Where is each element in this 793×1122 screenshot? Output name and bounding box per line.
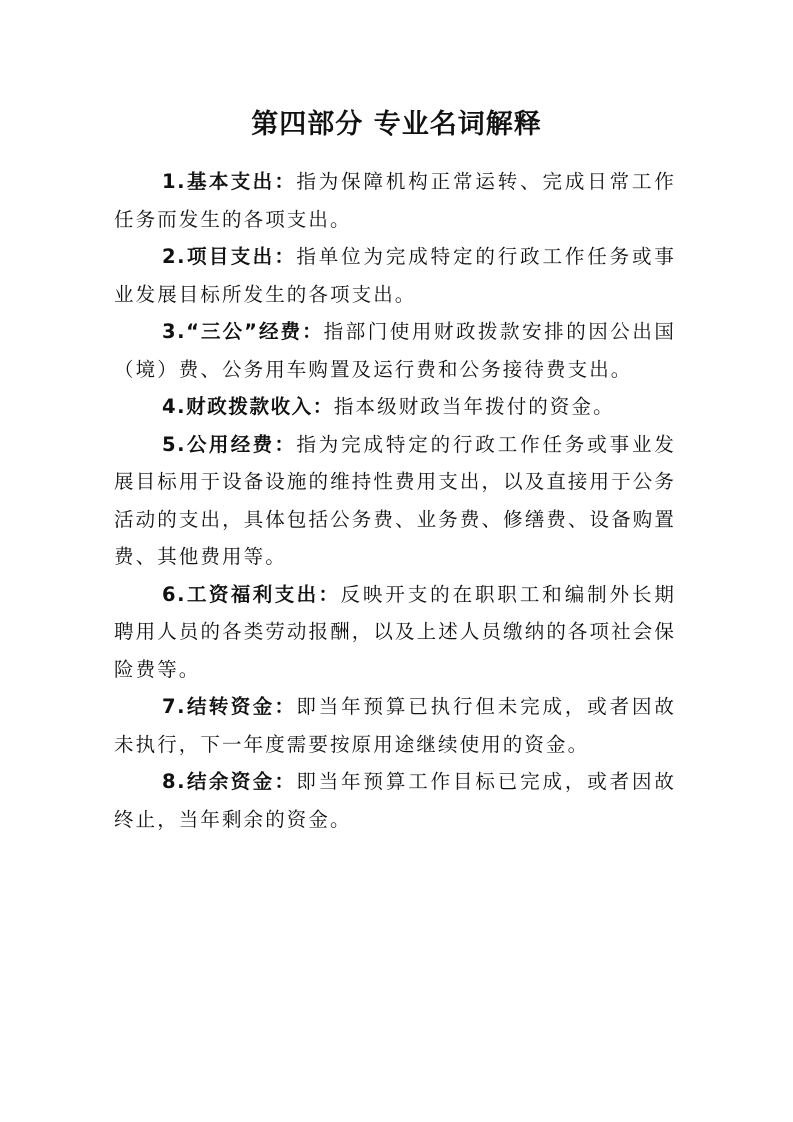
glossary-term: 6.工资福利支出： [162, 582, 341, 606]
glossary-item-carryover-funds [114, 688, 676, 763]
glossary-item-public-funds [114, 426, 676, 576]
glossary-item-basic-expenditure [114, 163, 676, 238]
glossary-definition: 即当年预算已执行但未完成，或者因故未执行，下一年度需要按原用途继续使用的资金。 [114, 695, 676, 756]
glossary-list [114, 163, 676, 838]
glossary-item-surplus-funds [114, 763, 676, 838]
page-title: 第四部分 专业名词解释 [251, 109, 542, 140]
glossary-definition: 反映开支的在职职工和编制外长期聘用人员的各类劳动报酬，以及上述人员缴纳的各项社会保险费等。 [114, 582, 676, 681]
glossary-term: 4.财政拨款收入： [162, 395, 334, 418]
glossary-definition: 指本级财政当年拨付的资金。 [333, 395, 615, 418]
glossary-term: 1.基本支出： [162, 170, 297, 193]
glossary-definition: 指为完成特定的行政工作任务或事业发展目标用于设备设施的维持性费用支出，以及直接用于公务活动的支出，具体包括公务费、业务费、修缮费、设备购置费、其他费用等。 [114, 432, 676, 568]
glossary-definition: 即当年预算工作目标已完成，或者因故终止，当年剩余的资金。 [114, 770, 676, 831]
glossary-term: 7.结转资金： [162, 695, 297, 718]
glossary-definition: 指单位为完成特定的行政工作任务或事业发展目标所发生的各项支出。 [114, 245, 676, 306]
glossary-term: 5.公用经费： [162, 432, 297, 456]
glossary-definition: 指部门使用财政拨款安排的因公出国（境）费、公务用车购置及运行费和公务接待费支出。 [114, 320, 676, 381]
glossary-item-project-expenditure [114, 238, 676, 313]
glossary-item-three-public-funds [114, 313, 676, 388]
glossary-item-fiscal-appropriation-income [114, 388, 676, 426]
glossary-definition: 指为保障机构正常运转、完成日常工作任务而发生的各项支出。 [114, 170, 676, 231]
glossary-item-salary-welfare [114, 576, 676, 689]
glossary-term: 2.项目支出： [162, 245, 297, 268]
glossary-term: 8.结余资金： [162, 770, 297, 793]
glossary-term: 3.“三公”经费： [162, 320, 324, 343]
